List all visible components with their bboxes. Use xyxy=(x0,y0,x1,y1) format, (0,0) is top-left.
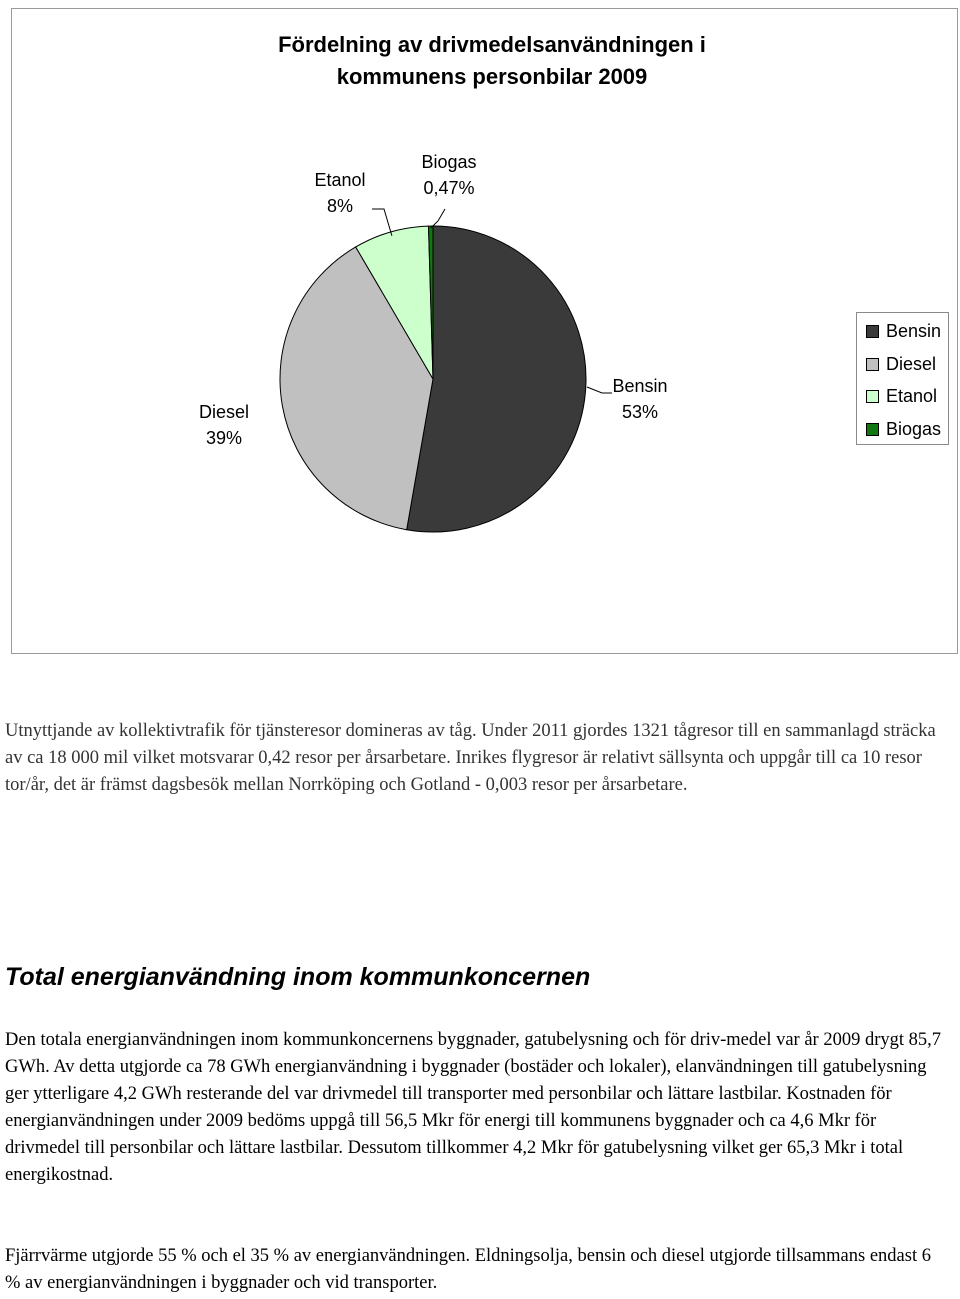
legend-swatch-biogas xyxy=(866,423,879,436)
legend-label-bensin: Bensin xyxy=(886,320,942,341)
diesel-label-name: Diesel xyxy=(198,402,250,422)
chart-title-line2: kommunens personbilar 2009 xyxy=(336,64,648,89)
etanol-label-name: Etanol xyxy=(314,170,366,190)
legend-label-etanol: Etanol xyxy=(886,385,938,406)
legend-swatch-diesel xyxy=(866,358,879,371)
leader-line-biogas xyxy=(431,209,445,228)
biogas-label-pct: 0,47% xyxy=(423,178,475,198)
slice-label-biogas xyxy=(404,149,494,201)
legend-item-etanol xyxy=(866,385,937,407)
legend-label-biogas: Biogas xyxy=(886,418,942,439)
slice-label-etanol xyxy=(300,167,380,219)
section-heading: Total energianvändning inom kommunkoncernen xyxy=(5,963,591,991)
pie-chart xyxy=(12,9,957,653)
legend-swatch-etanol xyxy=(866,390,879,403)
chart-title xyxy=(142,29,842,93)
legend-item-bensin xyxy=(866,320,941,342)
slice-label-diesel xyxy=(184,399,264,451)
legend-label-diesel: Diesel xyxy=(886,353,937,374)
chart-legend xyxy=(856,312,949,445)
chart-title-line1: Fördelning av drivmedelsanvändningen i xyxy=(278,32,706,57)
paragraph-energy-total: Den totala energianvändningen inom kommunkoncernens byggnader, gatubelysning och för driv-medel var år 2009 drygt 85,7 GWh. Av detta utgjorde ca 78 GWh energianvändning i byggnader (bostäder och lokaler), elanvändningen till gatubelysning ger ytterligare 4,2 GWh resterande del var drivmedel till transporter med personbilar och lättare lastbilar. Kostnaden för energianvändningen under 2009 bedöms uppgå till 56,5 Mkr för energi till kommunens byggnader och ca 4,6 Mkr för drivmedel till personbilar och lättare lastbilar. Dessutom tillkommer 4,2 Mkr för gatubelysning vilket ger 65,3 Mkr i total energikostnad. xyxy=(5,1030,942,1185)
legend-item-diesel xyxy=(866,353,936,375)
paragraph-travel: Utnyttjande av kollektivtrafik för tjänsteresor domineras av tåg. Under 2011 gjordes 1321 tågresor till en sammanlagd sträcka av ca 18 000 mil vilket motsvarar 0,42 resor per årsarbetare. Inrikes flygresor är relativt sällsynta och uppgår till ca 10 resor tor/år, det är främst dagsbesök mellan Norrköping och Gotland - 0,003 resor per årsarbetare. xyxy=(5,721,936,795)
chart-frame xyxy=(11,8,958,654)
diesel-label-pct: 39% xyxy=(205,428,243,448)
bensin-label-name: Bensin xyxy=(612,376,668,396)
etanol-label-pct: 8% xyxy=(326,196,353,216)
biogas-label-name: Biogas xyxy=(421,152,477,172)
legend-swatch-bensin xyxy=(866,325,879,338)
slice-label-bensin xyxy=(600,373,680,425)
pie-slice-bensin xyxy=(407,226,586,532)
legend-item-biogas xyxy=(866,418,941,440)
bensin-label-pct: 53% xyxy=(621,402,659,422)
paragraph-energy-share: Fjärrvärme utgjorde 55 % och el 35 % av energianvändningen. Eldningsolja, bensin och diesel utgjorde tillsammans endast 6 % av energianvändningen i byggnader och vid transporter. xyxy=(5,1246,931,1293)
